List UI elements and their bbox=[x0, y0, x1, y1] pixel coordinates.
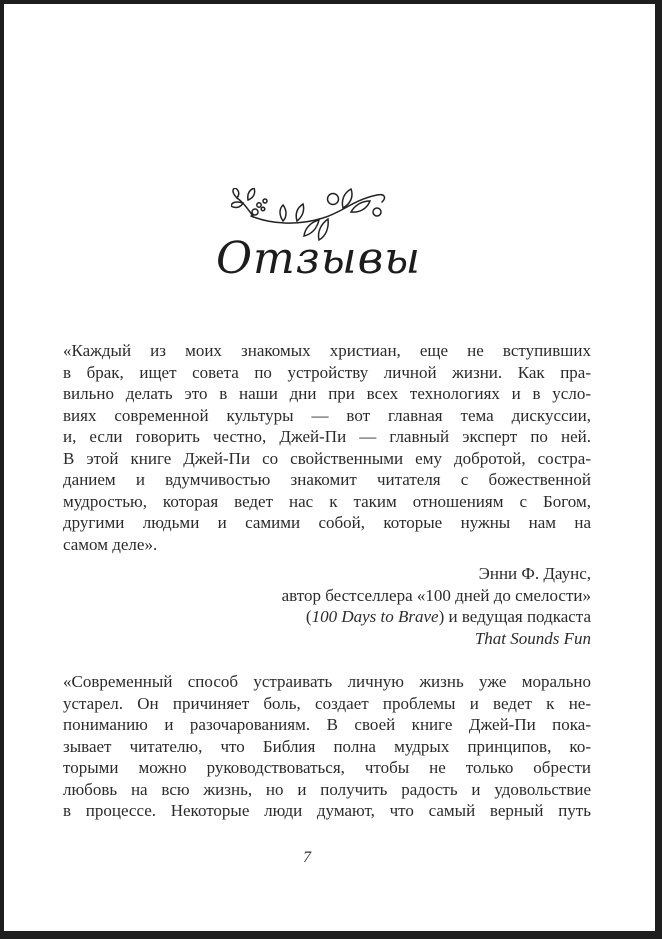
page-number: 7 bbox=[303, 849, 311, 866]
text-line: устарел. Он причиняет боль, создает проблемы и ведет к не- bbox=[63, 693, 591, 713]
leaf-icon bbox=[231, 202, 243, 207]
text-line: в процессе. Некоторые люди думают, что самый верный путь bbox=[63, 801, 591, 820]
leaf-icon bbox=[280, 205, 286, 221]
review-attribution-1 bbox=[63, 563, 591, 649]
text-line: торыми можно руководствоваться, чтобы не только обрести bbox=[63, 758, 591, 777]
italic-text-segment: That Sounds Fun bbox=[474, 628, 591, 648]
text-segment: ( bbox=[305, 607, 312, 626]
text-line: виях современной культуры — вот главная тема дискуссии, bbox=[63, 405, 591, 425]
text-line: зывает читателю, что Библия полна мудрых принципов, ко- bbox=[63, 736, 591, 756]
text-line: В этой книге Джей-Пи со свойственными ему добротой, состра- bbox=[63, 448, 591, 468]
text-line: данием и вдумчивостью знакомит читателя с божественной bbox=[63, 470, 591, 489]
review-quote-1 bbox=[63, 340, 591, 555]
attribution-line bbox=[63, 606, 591, 628]
berry-icon bbox=[252, 209, 258, 215]
text-line: пониманию и разочарованиям. В своей книге Джей-Пи пока- bbox=[63, 715, 591, 734]
leaf-icon bbox=[233, 188, 239, 198]
berry-icon bbox=[257, 203, 261, 207]
italic-text-segment: 100 Days to Brave bbox=[311, 607, 439, 626]
berry-circle-icon bbox=[328, 194, 339, 205]
text-line: любовь на всю жизнь, но и получить радость и удовольствие bbox=[63, 779, 591, 799]
page-title: Отзывы bbox=[215, 233, 422, 284]
text-segment: ) и ведущая подкаста bbox=[438, 607, 591, 626]
attribution-line bbox=[63, 563, 591, 585]
page-content bbox=[63, 340, 591, 822]
leaf-icon bbox=[248, 188, 255, 200]
text-line: другими людьми и самими собой, которые нужны нам на bbox=[63, 513, 591, 532]
berry-circle-icon bbox=[373, 208, 381, 216]
text-line: самом деле». bbox=[63, 534, 158, 554]
text-segment: Энни Ф. Даунс, bbox=[478, 564, 591, 583]
text-line: «Каждый из моих знакомых христиан, еще не вступивших bbox=[63, 341, 591, 360]
text-line: мудростью, которая ведет нас к таким отношениям с Богом, bbox=[63, 491, 591, 511]
text-line: и, если говорить честно, Джей-Пи — главный эксперт по ней. bbox=[63, 427, 591, 446]
attribution-line bbox=[63, 628, 591, 650]
attribution-line bbox=[63, 585, 591, 607]
text-line: вильно делать это в наши дни при всех технологиях и в усло- bbox=[63, 384, 591, 403]
berry-icon bbox=[263, 199, 267, 203]
review-quote-2 bbox=[63, 671, 591, 822]
text-line: в брак, ищет совета по устройству личной жизни. Как пра- bbox=[63, 362, 591, 382]
leaf-icon bbox=[296, 204, 303, 221]
berry-icon bbox=[261, 207, 265, 211]
text-line: «Современный способ устраивать личную жизнь уже морально bbox=[63, 672, 591, 691]
book-page bbox=[4, 4, 655, 931]
text-segment: автор бестселлера «100 дней до смелости» bbox=[281, 585, 591, 605]
